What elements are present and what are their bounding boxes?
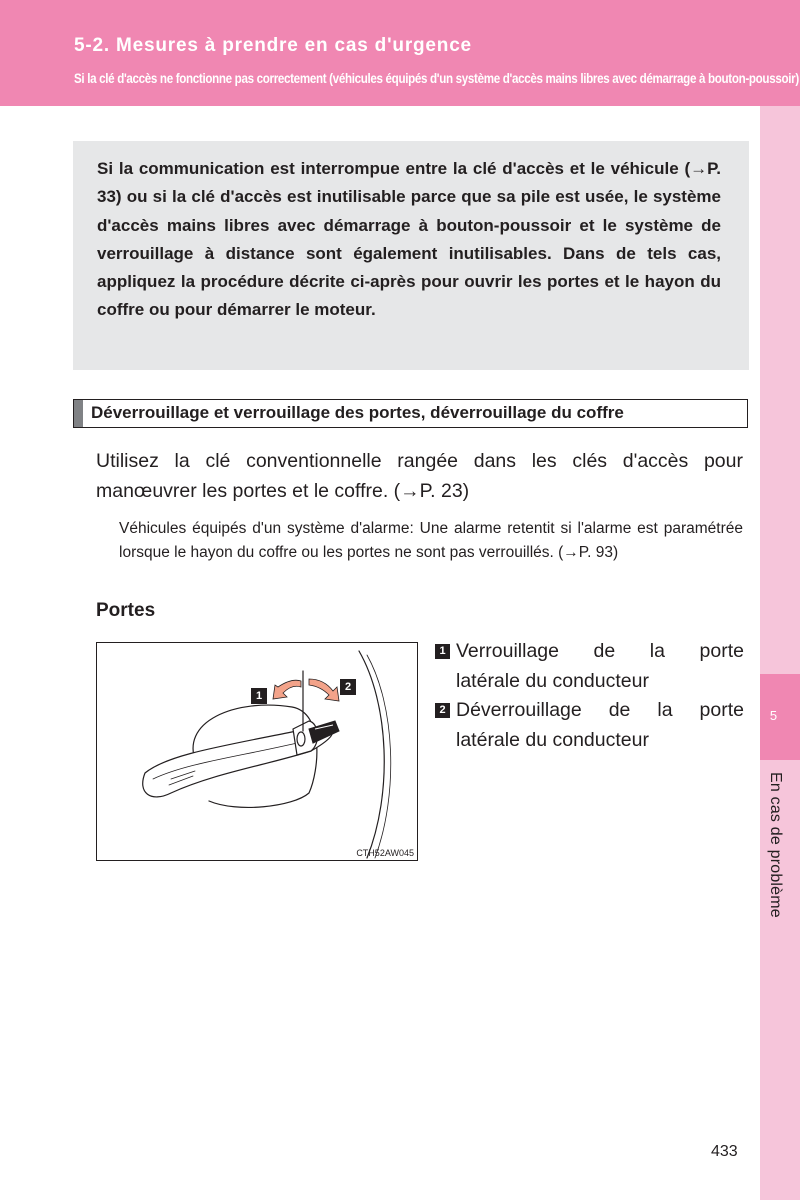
legend-text-1b: latérale du conducteur xyxy=(456,669,649,692)
legend-item-2 xyxy=(435,696,744,755)
chapter-number: 5 xyxy=(769,708,778,723)
body-paragraph: Utilisez la clé conventionnelle rangée dans les clés d'accès pour manœuvrer les portes et le coffre. (→P. 23) xyxy=(96,450,743,502)
section-title: 5-2. Mesures à prendre en cas d'urgence xyxy=(74,35,472,56)
section-heading-text: Déverrouillage et verrouillage des portes, déverrouillage du coffre xyxy=(91,403,624,422)
chapter-label: En cas de problème xyxy=(767,772,784,918)
legend-text-2b: latérale du conducteur xyxy=(456,728,649,751)
door-handle-figure xyxy=(96,642,418,861)
figure-code: CTH52AW045 xyxy=(356,848,414,858)
intro-text: Si la communication est interrompue entre la clé d'accès et le véhicule (→P. 33) ou si la clé d'accès est inutilisable parce que sa pile est usée, le système d'accès mains libres avec démarrage à bouton-poussoir et le système de verrouillage à distance sont également inutilisables. Dans de tels cas, appliquez la procédure décrite ci-après pour ouvrir les portes et le hayon du coffre ou pour démarrer le moteur. xyxy=(97,159,721,320)
page-number: 433 xyxy=(711,1143,738,1160)
legend-text-2a: Déverrouillage de la porte xyxy=(456,699,744,721)
section-subtitle: Si la clé d'accès ne fonctionne pas correctement (véhicules équipés d'un système d'accès mains libres avec démarrage à bouton-poussoir) xyxy=(74,70,799,86)
page-header xyxy=(0,0,800,106)
legend-badge-1: 1 xyxy=(435,644,450,659)
heading-bar xyxy=(74,400,83,427)
legend-text-1a: Verrouillage de la porte xyxy=(456,640,744,662)
legend-item-1 xyxy=(435,637,744,696)
door-handle-illustration xyxy=(97,643,417,860)
intro-box xyxy=(73,141,749,370)
legend-badge-2: 2 xyxy=(435,703,450,718)
subheading-portes: Portes xyxy=(96,600,156,621)
section-heading xyxy=(73,399,748,428)
figure-badge-2: 2 xyxy=(340,679,356,695)
alarm-note: Véhicules équipés d'un système d'alarme: Une alarme retentit si l'alarme est paramétrée lorsque le hayon du coffre ou les portes ne sont pas verrouillés. (→P. 93) xyxy=(119,520,743,561)
chapter-tab xyxy=(760,674,800,760)
chapter-sidebar xyxy=(760,106,800,1200)
figure-badge-1: 1 xyxy=(251,688,267,704)
